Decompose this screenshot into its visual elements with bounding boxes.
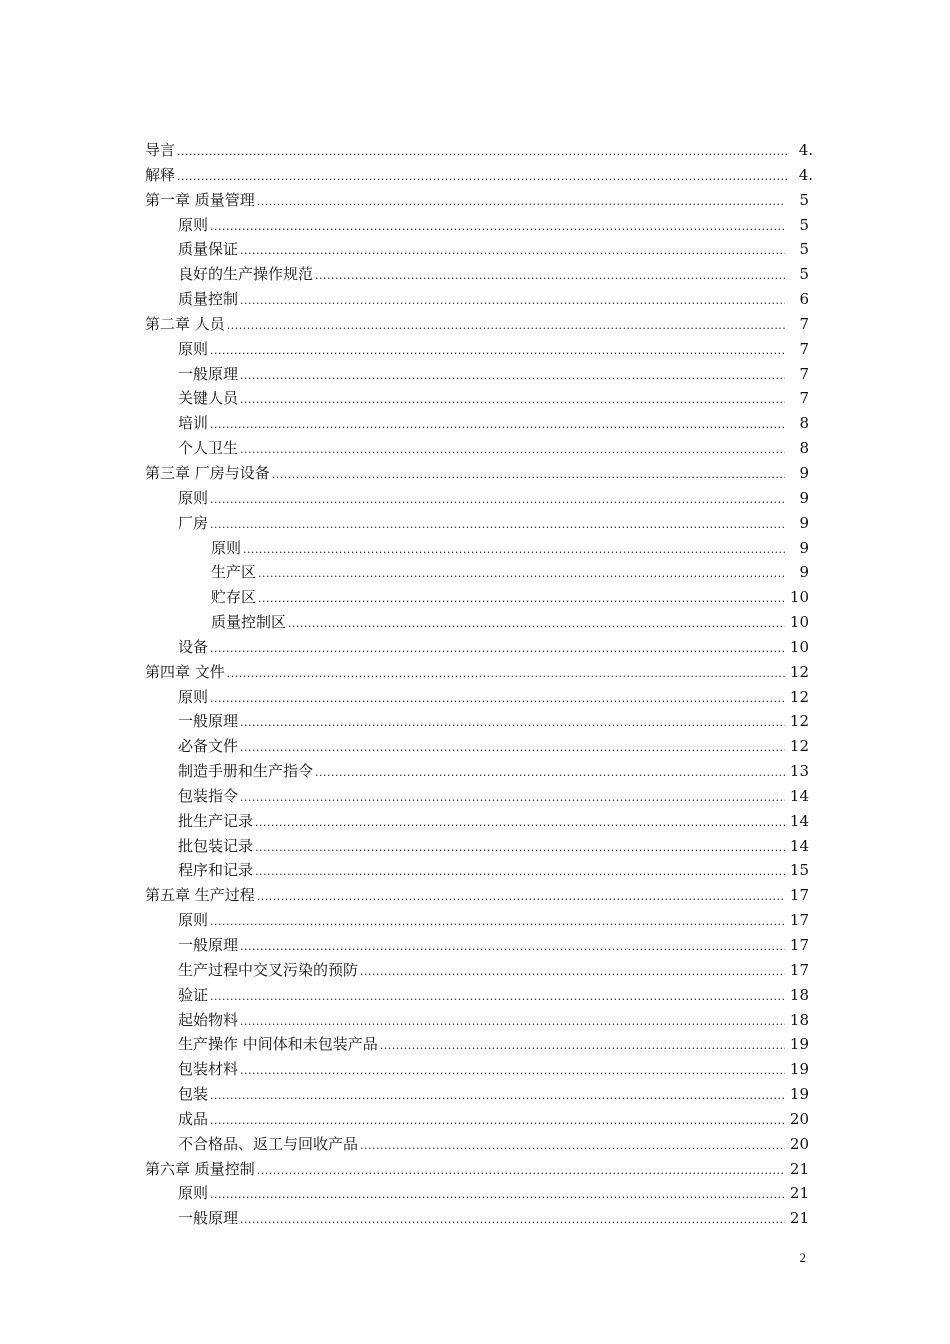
toc-entry-title: 验证 — [178, 985, 209, 1004]
toc-entry-title: 原则 — [178, 215, 209, 234]
toc-leader-dots — [227, 312, 785, 337]
toc-entry-page: 9 — [799, 538, 809, 557]
toc-entry-page: 17 — [789, 960, 809, 979]
toc-entry — [145, 883, 813, 908]
toc-entry — [145, 536, 813, 561]
toc-leader-dots — [210, 511, 785, 536]
toc-entry-title: 批生产记录 — [178, 811, 254, 830]
toc-leader-dots — [258, 560, 785, 585]
toc-entry-page: 19 — [789, 1035, 809, 1054]
toc-entry — [145, 486, 813, 511]
toc-entry-title: 成品 — [178, 1109, 209, 1128]
toc-entry-title: 不合格品、返工与回收产品 — [178, 1134, 359, 1153]
toc-entry-page: 7 — [799, 314, 809, 333]
toc-entry — [145, 685, 813, 710]
toc-entry-title: 必备文件 — [178, 737, 239, 756]
toc-entry — [145, 958, 813, 983]
toc-leader-dots — [243, 536, 785, 561]
toc-entry — [145, 1107, 813, 1132]
toc-entry-title: 解释 — [145, 165, 176, 184]
toc-entry — [145, 287, 813, 312]
toc-entry-title: 贮存区 — [211, 588, 257, 607]
toc-entry — [145, 834, 813, 859]
toc-entry-page: 6 — [799, 290, 809, 309]
toc-entry-page: 4. — [798, 165, 813, 184]
toc-leader-dots — [257, 188, 785, 213]
toc-entry — [145, 709, 813, 734]
toc-entry-page: 13 — [789, 762, 809, 781]
toc-entry — [145, 1032, 813, 1057]
toc-entry-page: 5 — [799, 240, 809, 259]
toc-entry-title: 批包装记录 — [178, 836, 254, 855]
toc-entry-page: 17 — [789, 886, 809, 905]
toc-entry — [145, 809, 813, 834]
toc-entry — [145, 759, 813, 784]
toc-entry-title: 导言 — [145, 141, 176, 159]
toc-entry-page: 19 — [789, 1060, 809, 1079]
toc-leader-dots — [240, 287, 785, 312]
toc-entry — [145, 163, 813, 188]
toc-leader-dots — [255, 809, 785, 834]
toc-leader-dots — [240, 237, 785, 262]
toc-entry — [145, 138, 813, 163]
toc-entry-page: 9 — [799, 563, 809, 582]
toc-entry-page: 18 — [789, 1010, 809, 1029]
toc-entry — [145, 660, 813, 685]
toc-entry-page: 10 — [789, 588, 809, 607]
toc-entry-title: 培训 — [178, 414, 209, 433]
toc-entry — [145, 1082, 813, 1107]
toc-entry — [145, 734, 813, 759]
toc-entry — [145, 933, 813, 958]
toc-entry-title: 第四章 文件 — [145, 662, 225, 681]
toc-entry-title: 第二章 人员 — [145, 314, 225, 333]
toc-leader-dots — [210, 213, 785, 238]
toc-entry-page: 12 — [789, 687, 809, 706]
toc-entry-page: 7 — [799, 364, 809, 383]
page-number: 2 — [799, 1250, 806, 1265]
toc-entry-page: 9 — [799, 513, 809, 532]
toc-entry-title: 质量控制 — [178, 290, 239, 309]
toc-entry-title: 生产操作 中间体和未包装产品 — [178, 1035, 378, 1054]
toc-leader-dots — [227, 660, 785, 685]
toc-entry — [145, 1157, 813, 1182]
toc-entry-page: 12 — [789, 662, 809, 681]
toc-entry-title: 第六章 质量控制 — [145, 1159, 255, 1178]
toc-leader-dots — [240, 734, 785, 759]
toc-entry-page: 17 — [789, 911, 809, 930]
toc-leader-dots — [360, 958, 785, 983]
toc-entry — [145, 511, 813, 536]
toc-entry-page: 20 — [789, 1109, 809, 1128]
toc-entry — [145, 337, 813, 362]
toc-entry-page: 5 — [799, 190, 809, 209]
toc-leader-dots — [272, 461, 785, 486]
toc-entry-title: 质量保证 — [178, 240, 239, 259]
toc-entry-page: 17 — [789, 936, 809, 954]
toc-entry — [145, 386, 813, 411]
toc-leader-dots — [210, 635, 785, 660]
toc-leader-dots — [240, 1057, 785, 1082]
toc-leader-dots — [240, 362, 785, 387]
toc-entry-title: 原则 — [178, 1184, 209, 1203]
toc-entry — [145, 188, 813, 213]
toc-entry-page: 21 — [789, 1184, 809, 1203]
toc-entry — [145, 1008, 813, 1033]
toc-entry-page: 9 — [799, 463, 809, 482]
toc-entry-title: 质量控制区 — [211, 613, 287, 632]
toc-leader-dots — [240, 933, 785, 958]
toc-leader-dots — [240, 784, 785, 809]
toc-entry-title: 厂房 — [178, 513, 209, 532]
toc-entry-title: 一般原理 — [178, 936, 239, 954]
toc-leader-dots — [240, 436, 785, 461]
toc-entry-title: 一般原理 — [178, 1209, 239, 1228]
toc-leader-dots — [177, 163, 789, 188]
toc-entry-title: 起始物料 — [178, 1010, 239, 1029]
toc-entry — [145, 908, 813, 933]
toc-leader-dots — [210, 908, 785, 933]
toc-entry — [145, 585, 813, 610]
toc-leader-dots — [315, 759, 785, 784]
toc-leader-dots — [210, 486, 785, 511]
toc-entry-title: 包装指令 — [178, 786, 239, 805]
toc-entry-title: 包装 — [178, 1085, 209, 1104]
toc-leader-dots — [210, 1107, 785, 1132]
toc-entry — [145, 1206, 813, 1231]
toc-leader-dots — [257, 883, 785, 908]
toc-entry-page: 14 — [789, 786, 809, 805]
toc-entry — [145, 858, 813, 883]
toc-entry-page: 19 — [789, 1085, 809, 1104]
toc-leader-dots — [255, 834, 785, 859]
toc-leader-dots — [177, 138, 789, 163]
toc-entry-page: 10 — [789, 613, 809, 632]
toc-entry-title: 个人卫生 — [178, 439, 239, 458]
toc-entry — [145, 635, 813, 660]
toc-entry-title: 关键人员 — [178, 389, 239, 408]
toc-entry-page: 7 — [799, 389, 809, 408]
toc-entry-title: 原则 — [178, 488, 209, 507]
toc-entry-title: 原则 — [178, 339, 209, 358]
toc-entry-title: 一般原理 — [178, 712, 239, 731]
toc-leader-dots — [210, 983, 785, 1008]
toc-entry — [145, 983, 813, 1008]
toc-entry — [145, 784, 813, 809]
toc-leader-dots — [240, 386, 785, 411]
toc-leader-dots — [240, 709, 785, 734]
toc-entry-title: 一般原理 — [178, 364, 239, 383]
toc-entry-title: 制造手册和生产指令 — [178, 762, 314, 781]
toc-entry — [145, 461, 813, 486]
toc-entry-title: 生产区 — [211, 563, 257, 582]
toc-entry — [145, 362, 813, 387]
toc-entry-page: 8 — [799, 439, 809, 458]
toc-entry — [145, 610, 813, 635]
toc-leader-dots — [315, 262, 785, 287]
toc-entry-title: 良好的生产操作规范 — [178, 265, 314, 284]
toc-entry-page: 21 — [789, 1209, 809, 1228]
toc-leader-dots — [380, 1032, 785, 1057]
toc-entry — [145, 1181, 813, 1206]
toc-entry-page: 20 — [789, 1134, 809, 1153]
toc-entry — [145, 1057, 813, 1082]
toc-leader-dots — [240, 1206, 785, 1231]
toc-entry-page: 5 — [799, 215, 809, 234]
toc-entry — [145, 411, 813, 436]
toc-leader-dots — [210, 411, 785, 436]
toc-entry-title: 原则 — [178, 911, 209, 930]
toc-entry-page: 18 — [789, 985, 809, 1004]
toc-entry-page: 8 — [799, 414, 809, 433]
toc-entry-page: 4. — [798, 141, 813, 159]
toc-leader-dots — [210, 1181, 785, 1206]
toc-entry-title: 第五章 生产过程 — [145, 886, 255, 905]
toc-entry — [145, 312, 813, 337]
toc-entry — [145, 213, 813, 238]
toc-entry-page: 14 — [789, 811, 809, 830]
toc-entry-title: 第一章 质量管理 — [145, 190, 255, 209]
toc-entry-page: 15 — [789, 861, 809, 880]
toc-entry-page: 9 — [799, 488, 809, 507]
toc-leader-dots — [258, 585, 785, 610]
toc-leader-dots — [288, 610, 785, 635]
toc-entry-title: 生产过程中交叉污染的预防 — [178, 960, 359, 979]
toc-entry-page: 14 — [789, 836, 809, 855]
toc-entry-title: 程序和记录 — [178, 861, 254, 880]
toc-leader-dots — [360, 1132, 785, 1157]
toc-entry-title: 原则 — [178, 687, 209, 706]
toc-entry-title: 第三章 厂房与设备 — [145, 463, 270, 482]
toc-entry — [145, 262, 813, 287]
toc-entry-page: 12 — [789, 712, 809, 731]
toc-entry-page: 7 — [799, 339, 809, 358]
toc-leader-dots — [210, 1082, 785, 1107]
toc-leader-dots — [257, 1157, 785, 1182]
toc-entry-page: 21 — [789, 1159, 809, 1178]
toc-entry-title: 原则 — [211, 538, 242, 557]
toc-entry — [145, 1132, 813, 1157]
toc-entry-page: 10 — [789, 637, 809, 656]
table-of-contents — [145, 138, 813, 1231]
toc-entry — [145, 237, 813, 262]
toc-entry-title: 包装材料 — [178, 1060, 239, 1079]
toc-leader-dots — [210, 685, 785, 710]
toc-entry-title: 设备 — [178, 637, 209, 656]
toc-entry-page: 12 — [789, 737, 809, 756]
toc-leader-dots — [255, 858, 785, 883]
toc-entry — [145, 560, 813, 585]
toc-entry — [145, 436, 813, 461]
toc-leader-dots — [240, 1008, 785, 1033]
toc-leader-dots — [210, 337, 785, 362]
toc-entry-page: 5 — [799, 265, 809, 284]
